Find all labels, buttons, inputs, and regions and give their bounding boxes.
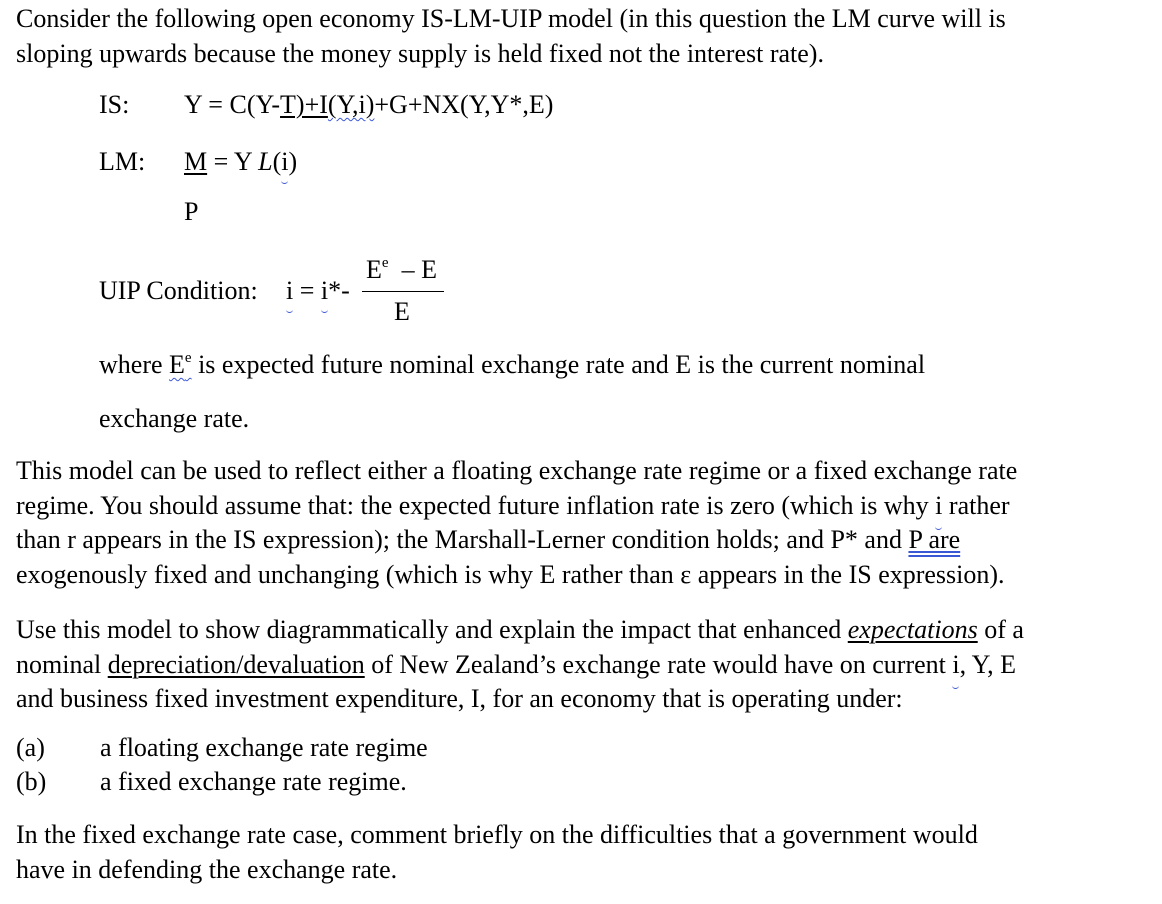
intro-paragraph [16,2,1146,71]
uip-label: UIP Condition: [99,276,258,305]
lm-rhs-post: (i) [272,147,298,176]
list-item-text: a floating exchange rate regime [100,733,428,762]
task-line-1-expectations: expectations [847,615,978,644]
where-e-expected [169,350,192,379]
task-line-2-depreciation: depreciation/devaluation [107,649,365,679]
uip-denominator: E [394,297,410,326]
fixed-case-paragraph [16,818,1146,887]
assumptions-paragraph [16,454,1146,592]
assumptions-line-2 [16,489,1146,524]
where-post: is expected future nominal exchange rate and E is the current nominal [191,350,926,379]
is-equation [184,90,553,120]
assumptions-line-4: exogenously fixed and unchanging (which is why E rather than ε appears in the IS expression). [16,559,1005,589]
is-eq-pre: Y = C(Y- [184,90,281,119]
task-line-2-i: i [952,648,959,683]
task-line-1-pre: Use this model to show diagrammatically and explain the impact that enhanced [16,615,848,644]
list-item-label: (b) [16,767,47,796]
lm-label: LM: [99,147,146,176]
task-line-2-post: , Y, E [959,649,1016,679]
uip-rhs-i: i [320,276,329,305]
is-eq-post: +G+NX(Y,Y*,E) [374,90,554,119]
assumptions-line-3-pre: than r appears in the IS expression); the Marshall-Lerner condition holds; and P* and [16,525,909,554]
is-eq-t-plus-i: T)+I [280,90,328,119]
uip-num-e: E [366,255,382,284]
list-item-text: a fixed exchange rate regime. [100,767,407,796]
assumptions-line-2-post: rather [942,490,1010,520]
fixed-case-line-1: In the fixed exchange rate case, comment briefly on the difficulties that a government would [16,820,978,849]
task-line-1 [16,613,1146,648]
where-e-sup: e [184,350,192,366]
uip-num-e-sup: e [381,255,389,271]
fixed-case-line-2: have in defending the exchange rate. [16,854,398,884]
where-pre: where [99,350,170,379]
intro-line-1: Consider the following open economy IS-LM-UIP model (in this question the LM curve will is [16,4,1006,33]
where-line-2: exchange rate. [99,404,250,433]
task-line-3: and business fixed investment expenditure, I, for an economy that is operating under: [16,684,903,713]
is-label: IS: [99,90,130,119]
task-line-2 [16,648,1146,683]
assumptions-line-3-pare: P are [908,525,961,554]
task-line-2-pre: nominal [16,649,108,679]
intro-line-2: sloping upwards because the money supply is held fixed not the interest rate). [16,38,824,68]
uip-numerator [366,255,437,285]
lm-denominator: P [184,197,199,226]
assumptions-line-1: This model can be used to reflect either a floating exchange rate regime or a fixed exchange rate [16,456,1018,485]
task-line-1-post: of a [977,615,1024,644]
uip-eq: = [293,276,321,305]
lm-numerator: M [184,147,208,176]
lm-equation [184,147,297,177]
task-line-2-mid: of New Zealand’s exchange rate would have on current [364,649,953,679]
uip-equation [286,276,350,306]
assumptions-line-3 [16,523,1146,558]
lm-l-function: L [258,147,273,176]
uip-lhs-i: i [286,276,294,305]
uip-fraction-line [362,291,444,292]
where-e: E [169,350,185,379]
list-item-label: (a) [16,733,45,762]
lm-rhs-pre: = Y [207,147,259,176]
uip-rhs-star: *- [328,276,350,305]
is-eq-yi: (Y,i) [327,90,375,119]
task-paragraph [16,613,1146,717]
uip-num-rest: – E [388,255,437,284]
assumptions-line-2-i: i [935,489,942,524]
assumptions-line-2-pre: regime. You should assume that: the expected future inflation rate is zero (which is why [16,490,936,520]
where-line-1 [99,350,925,380]
